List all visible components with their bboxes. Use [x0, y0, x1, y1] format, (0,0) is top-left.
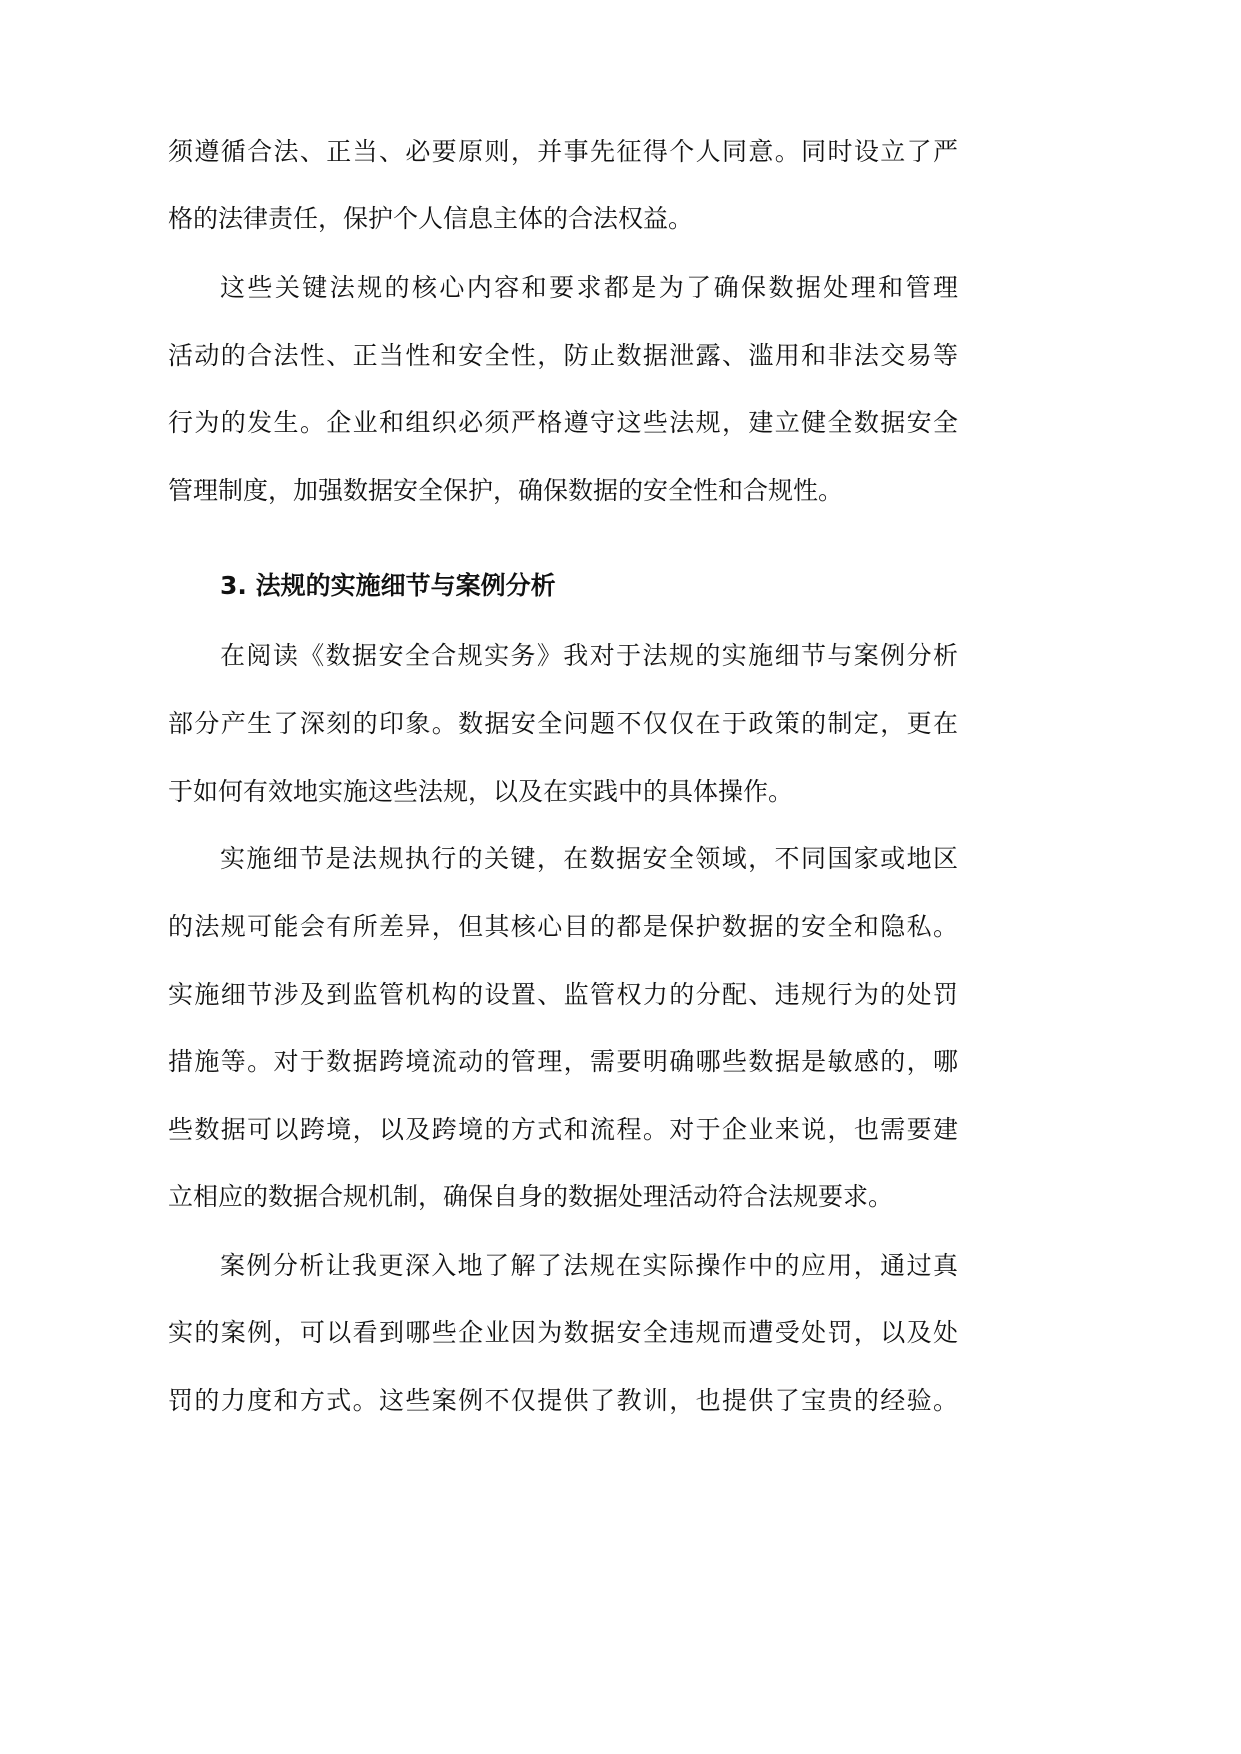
paragraph-line: 实施细节是法规执行的关键，在数据安全领域，不同国家或地区: [220, 844, 958, 873]
paragraph-line: 措施等。对于数据跨境流动的管理，需要明确哪些数据是敏感的，哪: [168, 1047, 958, 1076]
paragraph-line: 在阅读《数据安全合规实务》我对于法规的实施细节与案例分析: [220, 641, 958, 670]
section-heading: 3. 法规的实施细节与案例分析: [220, 571, 556, 600]
paragraph-line: 立相应的数据合规机制，确保自身的数据处理活动符合法规要求。: [168, 1182, 894, 1211]
paragraph-line: 管理制度，加强数据安全保护，确保数据的安全性和合规性。: [168, 476, 844, 505]
paragraph-line: 的法规可能会有所差异，但其核心目的都是保护数据的安全和隐私。: [168, 912, 958, 941]
paragraph-line: 些数据可以跨境，以及跨境的方式和流程。对于企业来说，也需要建: [168, 1115, 958, 1144]
paragraph-line: 活动的合法性、正当性和安全性，防止数据泄露、滥用和非法交易等: [168, 341, 958, 370]
paragraph-line: 实施细节涉及到监管机构的设置、监管权力的分配、违规行为的处罚: [168, 980, 958, 1009]
paragraph-line: 案例分析让我更深入地了解了法规在实际操作中的应用，通过真: [220, 1251, 958, 1280]
paragraph-line: 格的法律责任，保护个人信息主体的合法权益。: [168, 204, 694, 233]
paragraph-line: 罚的力度和方式。这些案例不仅提供了教训，也提供了宝贵的经验。: [168, 1386, 958, 1415]
paragraph-line: 须遵循合法、正当、必要原则，并事先征得个人同意。同时设立了严: [168, 137, 958, 166]
paragraph-line: 于如何有效地实施这些法规，以及在实践中的具体操作。: [168, 777, 794, 806]
paragraph-line: 行为的发生。企业和组织必须严格遵守这些法规，建立健全数据安全: [168, 408, 958, 437]
paragraph-line: 这些关键法规的核心内容和要求都是为了确保数据处理和管理: [220, 273, 958, 302]
paragraph-line: 部分产生了深刻的印象。数据安全问题不仅仅在于政策的制定，更在: [168, 709, 958, 738]
paragraph-line: 实的案例，可以看到哪些企业因为数据安全违规而遭受处罚，以及处: [168, 1318, 958, 1347]
